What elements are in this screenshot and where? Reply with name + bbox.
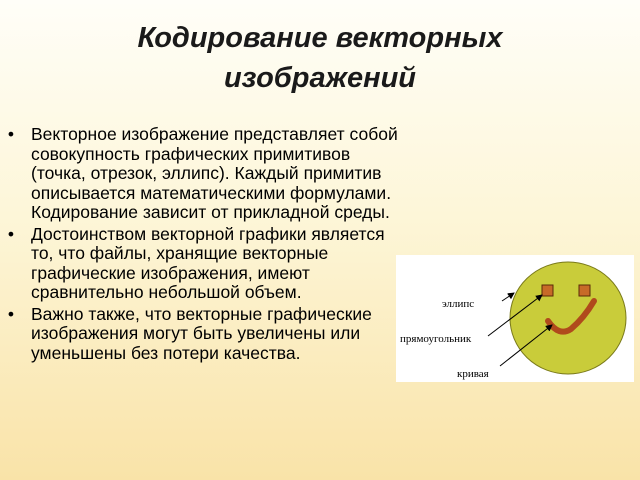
bullet-marker: •: [7, 124, 15, 144]
vector-primitives-figure: [396, 255, 634, 382]
bullet-text: Важно также, что векторные графические изображения могут быть увеличены или уменьшены без потери качества.: [31, 303, 372, 363]
smiley-diagram: [396, 255, 634, 382]
bullet-text: Векторное изображение представляет собой совокупность графических примитивов (точка, отрезок, эллипс). Каждый примитив описывается математическими формулами. Кодирование зависит от прикладной среды.: [31, 124, 398, 222]
arrow-to-ellipse: [502, 293, 514, 301]
smiley-face-ellipse: [510, 262, 626, 374]
label-ellipse: эллипс: [442, 298, 475, 310]
slide-title: [20, 18, 620, 98]
bullet-text: Достоинством векторной графики является то, что файлы, хранящие векторные графические изображения, имеют сравнительно небольшой объем.: [31, 223, 385, 302]
bullet-list: [4, 125, 404, 365]
bullet-item: [4, 125, 404, 223]
left-eye-rectangle: [542, 285, 553, 296]
title-line-2: изображений: [223, 62, 417, 94]
bullet-item: [4, 225, 404, 303]
title-line-1: Кодирование векторных: [137, 22, 503, 54]
bullet-marker: •: [7, 223, 15, 244]
bullet-item: [4, 305, 404, 364]
label-curve: кривая: [457, 368, 489, 380]
bullet-marker: •: [7, 303, 15, 324]
label-rectangle: прямоугольник: [400, 333, 472, 345]
right-eye-rectangle: [579, 285, 590, 296]
